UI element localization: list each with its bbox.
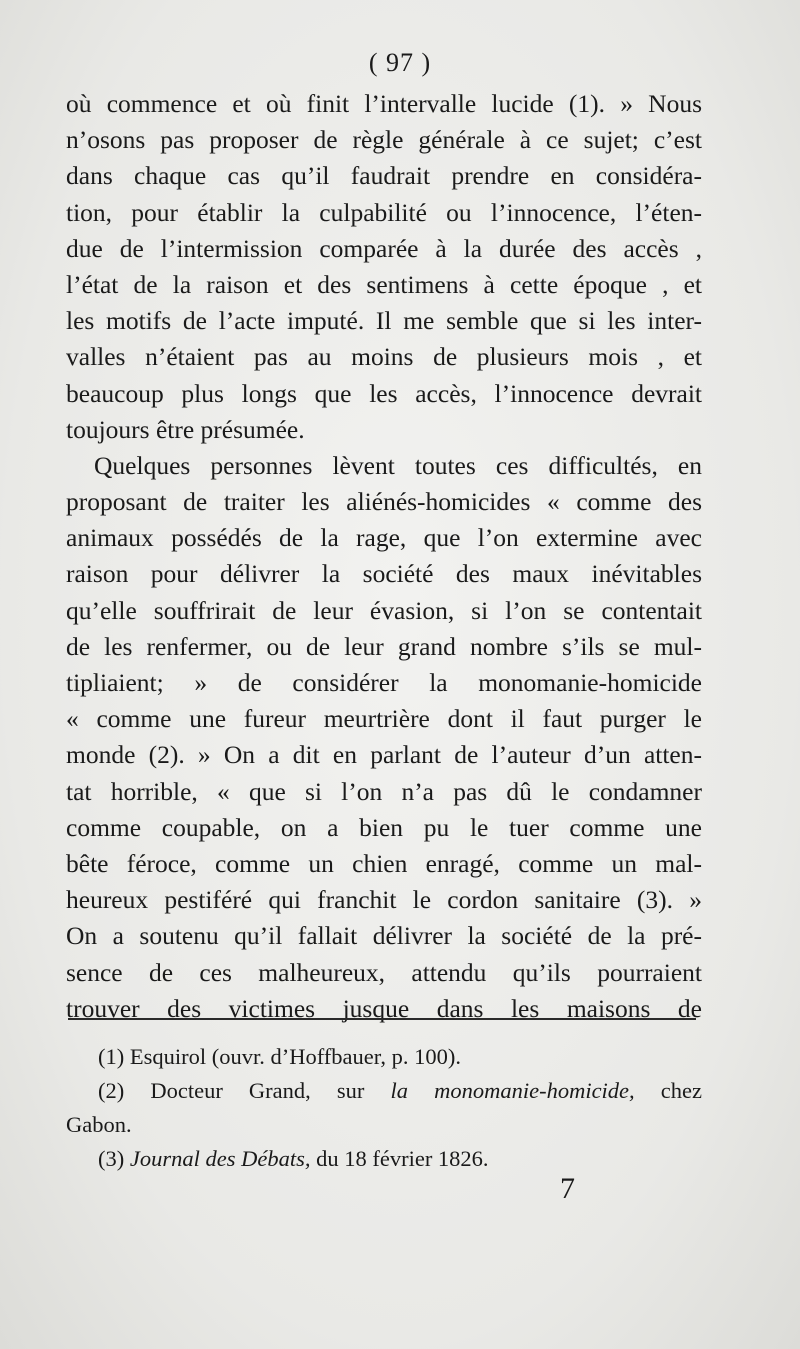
signature-mark: 7	[560, 1172, 575, 1205]
footnote-1: (1) Esquirol (ouvr. d’Hoffbauer, p. 100).	[98, 1044, 461, 1069]
text-line: trouver des victimes jusque dans les maisons de	[66, 993, 702, 1023]
text-line: tipliaient; » de considérer la monomanie-homicide	[66, 668, 702, 697]
text-line: l’état de la raison et des sentimens à cette époque , et	[66, 269, 702, 299]
footnote-3-title: Journal des Débats,	[129, 1146, 311, 1171]
text-line: sence de ces malheureux, attendu qu’ils pourraient	[66, 957, 702, 987]
footnotes	[66, 1040, 702, 1176]
text-line: « comme une fureur meurtrière dont il faut purger le	[66, 704, 702, 734]
text-line: valles n’étaient pas au moins de plusieurs mois , et	[66, 342, 702, 372]
text-line: animaux possédés de la rage, que l’on extermine avec	[66, 523, 702, 553]
footnote-2-suffix: chez	[634, 1078, 702, 1103]
text-line: Quelques personnes lèvent toutes ces difficultés, en	[94, 450, 702, 480]
text-line: raison pour délivrer la société des maux inévitables	[66, 559, 702, 589]
page-number: ( 97 )	[368, 48, 432, 77]
text-line: les motifs de l’acte imputé. Il me semble que si les inter-	[66, 306, 702, 336]
footnote-2-title: la monomanie-homicide,	[390, 1078, 635, 1103]
footnote-2-continuation: Gabon.	[66, 1112, 132, 1137]
text-line: beaucoup plus longs que les accès, l’innocence devrait	[66, 378, 702, 408]
text-line: où commence et où finit l’intervalle lucide (1). » Nous	[66, 89, 702, 118]
text-line: due de l’intermission comparée à la durée des accès ,	[66, 233, 702, 263]
footnote-2	[66, 1074, 702, 1108]
text-line: n’osons pas proposer de règle générale à ce sujet; c’est	[66, 125, 702, 155]
footnote-rule	[68, 1018, 696, 1020]
text-line: toujours être présumée.	[66, 414, 305, 444]
text-line: bête féroce, comme un chien enragé, comme un mal-	[66, 848, 702, 878]
text-line: monde (2). » On a dit en parlant de l’auteur d’un atten-	[66, 740, 702, 770]
text-line: dans chaque cas qu’il faudrait prendre en considéra-	[66, 161, 702, 191]
footnote-3-text: (3)	[98, 1146, 130, 1171]
text-line: On a soutenu qu’il fallait délivrer la société de la pré-	[66, 921, 702, 951]
text-line: qu’elle souffrirait de leur évasion, si l’on se contentait	[66, 595, 702, 625]
text-line: proposant de traiter les aliénés-homicides « comme des	[66, 487, 702, 517]
body-text	[66, 86, 702, 1027]
text-line: heureux pestiféré qui franchit le cordon sanitaire (3). »	[66, 885, 702, 915]
footnote-3	[66, 1142, 702, 1176]
text-line: tion, pour établir la culpabilité ou l’innocence, l’éten-	[66, 197, 702, 227]
text-line: de les renfermer, ou de leur grand nombre s’ils se mul-	[66, 631, 702, 661]
text-line: tat horrible, « que si l’on n’a pas dû le condamner	[66, 776, 702, 806]
text-line: comme coupable, on a bien pu le tuer comme une	[66, 812, 702, 842]
footnote-2-text: (2) Docteur Grand, sur	[98, 1078, 391, 1103]
footnote-3-suffix: du 18 février 1826.	[310, 1146, 489, 1171]
